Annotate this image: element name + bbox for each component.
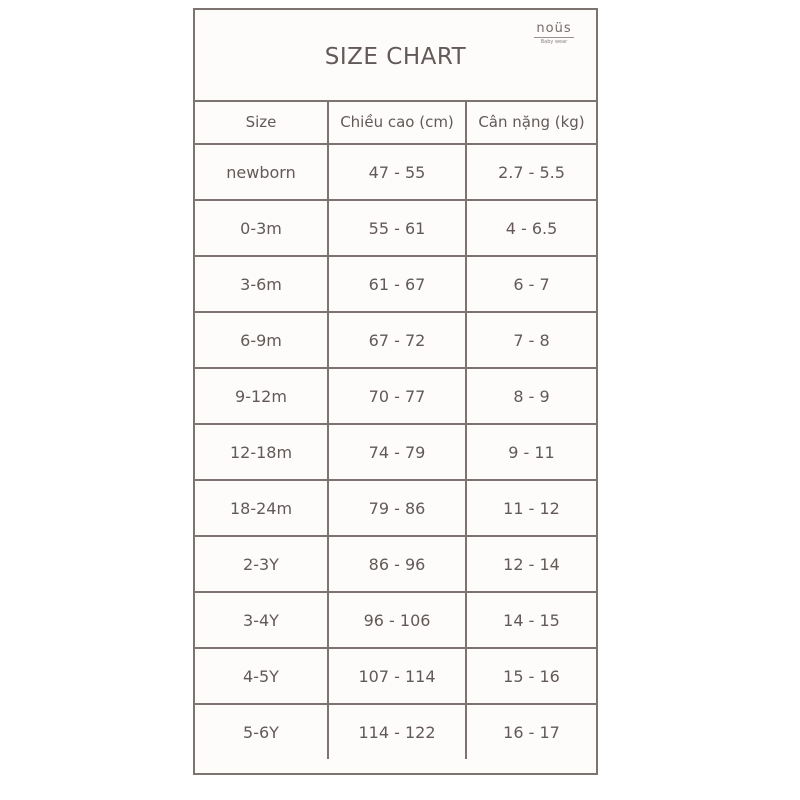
height-cell: 114 - 122 <box>328 704 466 759</box>
height-cell: 96 - 106 <box>328 592 466 648</box>
size-cell: 9-12m <box>195 368 328 424</box>
size-cell: newborn <box>195 144 328 200</box>
table-header-row <box>195 100 596 144</box>
chart-header <box>195 10 596 102</box>
size-cell: 6-9m <box>195 312 328 368</box>
brand-logo <box>532 22 576 46</box>
height-cell: 86 - 96 <box>328 536 466 592</box>
table-row <box>195 648 596 704</box>
table-row <box>195 536 596 592</box>
brand-divider <box>534 37 574 38</box>
table-row <box>195 256 596 312</box>
table-row <box>195 312 596 368</box>
table-row <box>195 200 596 256</box>
weight-cell: 7 - 8 <box>466 312 596 368</box>
weight-cell: 9 - 11 <box>466 424 596 480</box>
brand-tagline: Baby wear <box>540 39 568 45</box>
height-cell: 67 - 72 <box>328 312 466 368</box>
header-height: Chiều cao (cm) <box>328 100 466 144</box>
weight-cell: 4 - 6.5 <box>466 200 596 256</box>
weight-cell: 15 - 16 <box>466 648 596 704</box>
brand-name: noüs <box>536 21 572 36</box>
size-chart <box>193 8 598 775</box>
size-cell: 3-4Y <box>195 592 328 648</box>
size-cell: 18-24m <box>195 480 328 536</box>
height-cell: 55 - 61 <box>328 200 466 256</box>
weight-cell: 6 - 7 <box>466 256 596 312</box>
table-row <box>195 424 596 480</box>
size-cell: 2-3Y <box>195 536 328 592</box>
header-size: Size <box>195 100 328 144</box>
table-row <box>195 144 596 200</box>
size-cell: 0-3m <box>195 200 328 256</box>
chart-title: SIZE CHART <box>324 44 467 70</box>
weight-cell: 14 - 15 <box>466 592 596 648</box>
table-row <box>195 480 596 536</box>
height-cell: 74 - 79 <box>328 424 466 480</box>
size-cell: 4-5Y <box>195 648 328 704</box>
table-row <box>195 368 596 424</box>
header-weight: Cân nặng (kg) <box>466 100 596 144</box>
table-row <box>195 704 596 759</box>
height-cell: 107 - 114 <box>328 648 466 704</box>
height-cell: 61 - 67 <box>328 256 466 312</box>
weight-cell: 16 - 17 <box>466 704 596 759</box>
weight-cell: 2.7 - 5.5 <box>466 144 596 200</box>
height-cell: 70 - 77 <box>328 368 466 424</box>
size-table <box>195 100 596 759</box>
size-cell: 12-18m <box>195 424 328 480</box>
size-cell: 3-6m <box>195 256 328 312</box>
height-cell: 47 - 55 <box>328 144 466 200</box>
weight-cell: 8 - 9 <box>466 368 596 424</box>
table-row <box>195 592 596 648</box>
size-cell: 5-6Y <box>195 704 328 759</box>
height-cell: 79 - 86 <box>328 480 466 536</box>
weight-cell: 12 - 14 <box>466 536 596 592</box>
weight-cell: 11 - 12 <box>466 480 596 536</box>
